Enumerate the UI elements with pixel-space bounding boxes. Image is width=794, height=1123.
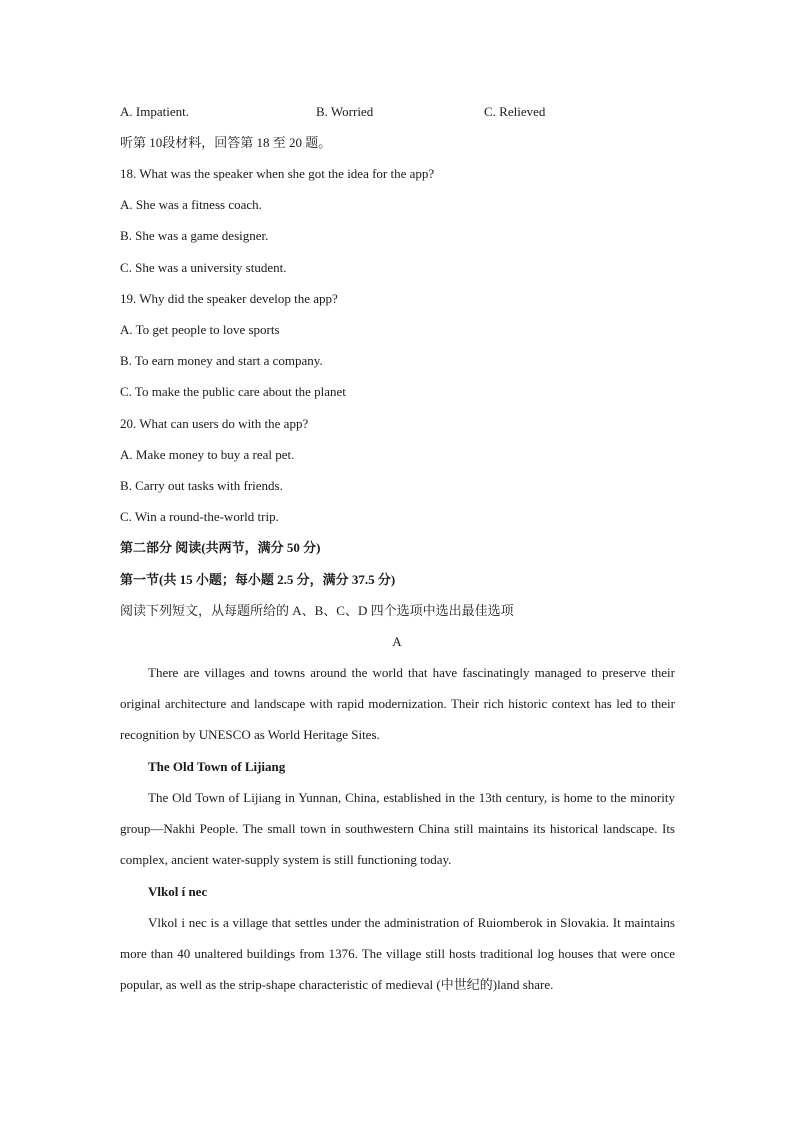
q17-option-b: B. Worried [316,104,374,119]
q18-stem: 18. What was the speaker when she got the idea for the app? [120,166,435,181]
q20-option-c: C. Win a round-the-world trip. [120,509,279,524]
reading-instruction: 阅读下列短文，从每题所给的 A、B、C、D 四个选项中选出最佳选项 [120,603,514,618]
vlkolinec-heading: Vlkol í nec [148,884,208,899]
q20-stem: 20. What can users do with the app? [120,416,309,431]
q20-option-b: B. Carry out tasks with friends. [120,478,283,493]
vlkolinec-paragraph: Vlkol i nec is a village that settles under the administration of Ruiomberok in Slovakia. It maintains more than 40 unaltered buildings from 1376. The village still hosts traditional log houses that were once popular, as well as the strip-shape characteristic of medieval (中世纪的)land share. [120,915,675,993]
q19-option-c: C. To make the public care about the planet [120,384,346,399]
part2-title: 第二部分 阅读(共两节，满分 50 分) [120,540,321,555]
q17-option-c: C. Relieved [484,104,546,119]
q19-option-a: A. To get people to love sports [120,322,280,337]
q19-stem: 19. Why did the speaker develop the app? [120,291,338,306]
q19-option-b: B. To earn money and start a company. [120,353,323,368]
passage-label: A [392,634,402,649]
q18-option-a: A. She was a fitness coach. [120,197,262,212]
lijiang-heading: The Old Town of Lijiang [148,759,286,774]
q18-option-b: B. She was a game designer. [120,228,269,243]
q17-option-a: A. Impatient. [120,104,189,119]
q18-option-c: C. She was a university student. [120,260,287,275]
section10-instruction: 听第 10段材料，回答第 18 至 20 题。 [120,135,332,150]
section1-title: 第一节(共 15 小题；每小题 2.5 分，满分 37.5 分) [120,572,396,587]
q20-option-a: A. Make money to buy a real pet. [120,447,295,462]
intro-paragraph: There are villages and towns around the world that have fascinatingly managed to preserve their original architecture and landscape with rapid modernization. Their rich historic context has led to their recognition by UNESCO as World Heritage Sites. [120,665,675,743]
lijiang-paragraph: The Old Town of Lijiang in Yunnan, China, established in the 13th century, is home to the minority group—Nakhi People. The small town in southwestern China still maintains its historical landscape. Its complex, ancient water-supply system is still functioning today. [120,790,675,868]
